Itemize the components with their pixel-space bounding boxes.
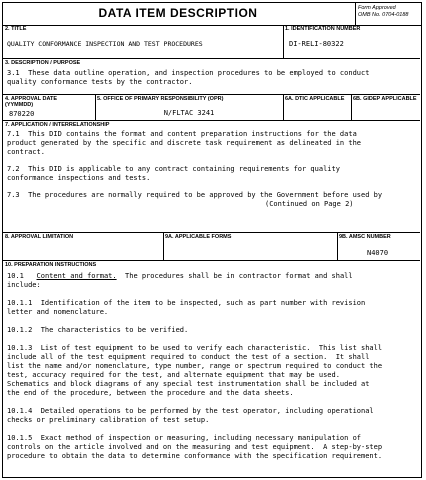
prep-line: checks or preliminary calibration of test setup.	[7, 416, 210, 424]
form-title: DATA ITEM DESCRIPTION	[98, 6, 258, 20]
title-field	[3, 25, 283, 59]
application-line: 7.3 The procedures are normally required to be approved by the Government before used by	[7, 191, 383, 199]
opr-label: 5. OFFICE OF PRIMARY RESPONSIBILITY (OPR)	[97, 96, 224, 102]
applicable-forms-label: 9A. APPLICABLE FORMS	[165, 234, 232, 240]
application-field	[3, 121, 420, 233]
identification-field	[283, 25, 420, 59]
dtic-applicable-field	[283, 95, 351, 121]
omb-number: OMB No. 0704-0188	[358, 11, 409, 18]
prep-line: Schematics and block diagrams of any special test instrumentation shall be included at	[7, 380, 370, 388]
amsc-number-value: N4070	[367, 249, 389, 257]
form-header	[3, 3, 421, 26]
prep-line: list the name and/or nomenclature, type number, range or spectrum required to conduct the	[7, 362, 383, 370]
prep-line: letter and nomenclature.	[7, 308, 109, 316]
prep-line: procedure to obtain the data to determine conformance with the specification requirement.	[7, 452, 383, 460]
prep-number: 10.1	[7, 272, 24, 280]
gidep-applicable-field	[351, 95, 420, 121]
prep-line: 10.1.1 Identification of the item to be inspected, such as part number with revision	[7, 299, 366, 307]
dtic-applicable-label: 6A. DTIC APPLICABLE	[285, 96, 345, 102]
prep-line: include all of the test equipment required to conduct the test of a section. It shall	[7, 353, 370, 361]
identification-value: DI-RELI-80322	[289, 40, 344, 48]
application-label: 7. APPLICATION / INTERRELATIONSHIP	[5, 122, 110, 128]
approval-date-format: (YYMMDD)	[5, 102, 34, 109]
opr-field	[95, 95, 283, 121]
prep-line: include:	[7, 281, 41, 289]
form-approved-text: Form Approved	[358, 5, 396, 11]
approval-date-label: 4. APPROVAL DATE	[5, 96, 58, 102]
applicable-forms-field	[163, 233, 337, 261]
approval-limitation-field	[3, 233, 163, 261]
prep-heading: Content and format.	[36, 272, 117, 280]
title-value: QUALITY CONFORMANCE INSPECTION AND TEST PROCEDURES	[7, 40, 203, 48]
prep-line: controls on the article involved and on the measuring and test equipment. A step-by-step	[7, 443, 383, 451]
title-label: 2. TITLE	[5, 26, 27, 32]
preparation-instructions-label: 10. PREPARATION INSTRUCTIONS	[5, 262, 97, 268]
data-item-description-form	[2, 2, 422, 478]
gidep-applicable-label: 6B. GIDEP APPLICABLE	[353, 96, 417, 102]
application-line: conformance inspections and tests.	[7, 174, 151, 182]
prep-line: 10.1.4 Detailed operations to be performed by the test operator, including operational	[7, 407, 374, 415]
application-line: 7.2 This DID is applicable to any contract containing requirements for quality	[7, 165, 340, 173]
prep-text: The procedures shall be in contractor format and shall	[116, 272, 353, 280]
application-line: contract.	[7, 148, 45, 156]
purpose-line: 3.1 These data outline operation, and inspection procedures to be employed to conduct	[7, 69, 370, 77]
purpose-field	[3, 59, 420, 95]
approval-date-field	[3, 95, 95, 121]
preparation-instructions-field	[3, 261, 420, 477]
prep-line: 10.1.5 Exact method of inspection or measuring, including necessary manipulation of	[7, 434, 362, 442]
prep-line: test, accuracy required for the test, and alternate equipment that may be used.	[7, 371, 340, 379]
amsc-number-field	[337, 233, 420, 261]
prep-paragraph-10-1	[7, 272, 417, 281]
approval-limitation-label: 8. APPROVAL LIMITATION	[5, 234, 74, 240]
form-approval-box	[355, 3, 421, 25]
prep-line: the end of the procedure, between the procedure and the data sheets.	[7, 389, 294, 397]
prep-line: 10.1.3 List of test equipment to be used to verify each characteristic. This list shall	[7, 344, 383, 352]
approval-date-value: 870220	[9, 110, 35, 118]
application-line: product generated by the specific and discrete task requirement as delineated in the	[7, 139, 362, 147]
opr-value: N/FLTAC 3241	[163, 109, 215, 117]
amsc-number-label: 9B. AMSC NUMBER	[339, 234, 391, 240]
prep-line: 10.1.2 The characteristics to be verified.	[7, 326, 189, 334]
identification-label: 1. IDENTIFICATION NUMBER	[285, 26, 361, 32]
purpose-line: quality conformance tests by the contractor.	[7, 78, 193, 86]
purpose-label: 3. DESCRIPTION / PURPOSE	[5, 60, 81, 66]
application-line: 7.1 This DID contains the format and content preparation instructions for the data	[7, 130, 357, 138]
continued-note: (Continued on Page 2)	[265, 200, 354, 208]
